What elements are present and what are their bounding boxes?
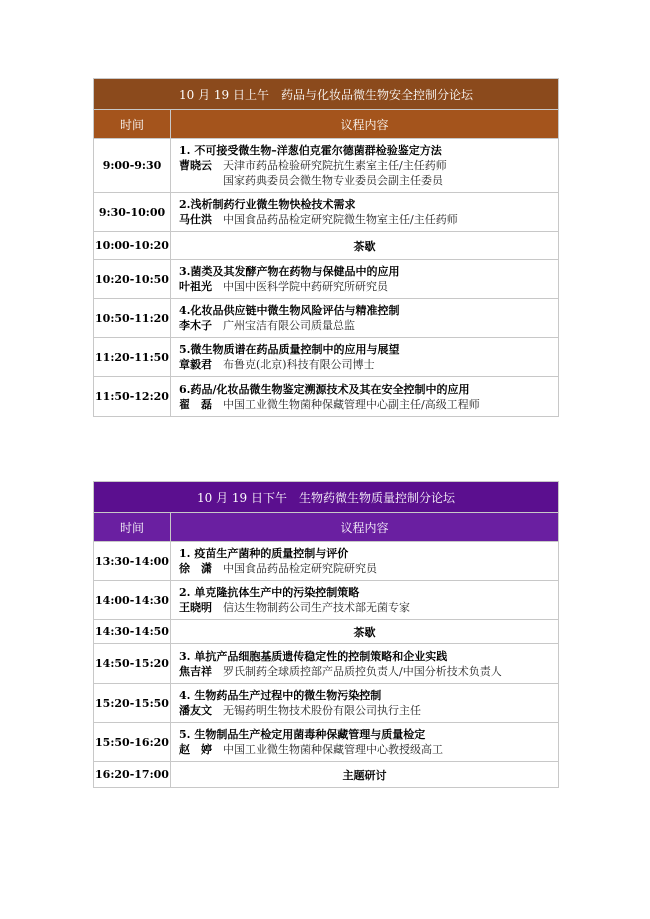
speaker-affiliation: 中国工业微生物菌种保藏管理中心副主任/高级工程师 <box>223 397 480 411</box>
speaker-line <box>179 664 558 679</box>
talk-title: 5. 生物制品生产检定用菌毒种保藏管理与质量检定 <box>179 728 426 741</box>
agenda-row <box>94 644 559 684</box>
content-cell <box>171 299 559 338</box>
talk-title: 3.菌类及其发酵产物在药物与保健品中的应用 <box>179 265 400 278</box>
talk-title: 1. 疫苗生产菌种的质量控制与评价 <box>179 547 349 560</box>
speaker-line <box>179 212 558 227</box>
speaker-name: 曹晓云 <box>179 159 212 172</box>
talk-title: 4. 生物药品生产过程中的微生物污染控制 <box>179 689 382 702</box>
content-cell <box>171 644 559 684</box>
morning-session-title: 10 月 19 日上午 药品与化妆品微生物安全控制分论坛 <box>94 79 559 110</box>
speaker-name: 焦吉祥 <box>179 664 212 678</box>
speaker-affiliation: 布鲁克(北京)科技有限公司博士 <box>223 358 375 371</box>
speaker-line <box>179 279 558 294</box>
morning-header-row <box>94 110 559 139</box>
agenda-row <box>94 542 559 581</box>
content-cell <box>171 338 559 377</box>
speaker-name: 徐 潇 <box>179 562 212 575</box>
speaker-name: 翟 磊 <box>179 397 212 411</box>
speaker-name: 李木子 <box>179 319 212 332</box>
agenda-row <box>94 139 559 193</box>
speaker-line <box>179 742 558 757</box>
agenda-row <box>94 193 559 232</box>
time-cell: 16:20-17:00 <box>94 762 171 788</box>
break-label: 茶歇 <box>171 620 559 644</box>
speaker-name: 赵 婷 <box>179 743 212 756</box>
content-cell <box>171 542 559 581</box>
talk-title: 1. 不可接受微生物–洋葱伯克霍尔德菌群检验鉴定方法 <box>179 144 442 157</box>
time-cell: 10:00-10:20 <box>94 232 171 260</box>
header-time: 时间 <box>94 513 171 542</box>
content-cell <box>171 684 559 723</box>
speaker-name: 王晓明 <box>179 601 212 614</box>
speaker-affiliation: 天津市药品检验研究院抗生素室主任/主任药师 <box>223 159 447 172</box>
speaker-affiliation: 广州宝洁有限公司质量总监 <box>223 319 355 332</box>
speaker-name: 叶祖光 <box>179 280 212 293</box>
time-cell: 11:20-11:50 <box>94 338 171 377</box>
agenda-row <box>94 260 559 299</box>
speaker-line <box>179 397 558 412</box>
agenda-row <box>94 684 559 723</box>
agenda-row <box>94 299 559 338</box>
time-cell: 15:20-15:50 <box>94 684 171 723</box>
afternoon-title-row <box>94 482 559 513</box>
header-time: 时间 <box>94 110 171 139</box>
speaker-affiliation: 信达生物制药公司生产技术部无菌专家 <box>223 601 410 614</box>
content-cell <box>171 581 559 620</box>
agenda-row <box>94 377 559 417</box>
speaker-line <box>179 158 558 173</box>
break-row <box>94 620 559 644</box>
afternoon-session-title: 10 月 19 日下午 生物药微生物质量控制分论坛 <box>94 482 559 513</box>
talk-title: 5.微生物质谱在药品质量控制中的应用与展望 <box>179 343 400 356</box>
time-cell: 11:50-12:20 <box>94 377 171 417</box>
time-cell: 13:30-14:00 <box>94 542 171 581</box>
speaker-name: 章毅君 <box>179 358 212 371</box>
morning-title-row <box>94 79 559 110</box>
talk-title: 2. 单克隆抗体生产中的污染控制策略 <box>179 586 360 599</box>
speaker-name: 马仕洪 <box>179 213 212 226</box>
speaker-line <box>179 703 558 718</box>
content-cell <box>171 377 559 417</box>
afternoon-agenda-table <box>93 481 559 788</box>
break-row <box>94 762 559 788</box>
time-cell: 10:50-11:20 <box>94 299 171 338</box>
speaker-line <box>179 357 558 372</box>
talk-title: 6.药品/化妆品微生物鉴定溯源技术及其在安全控制中的应用 <box>179 382 470 396</box>
header-content: 议程内容 <box>171 513 559 542</box>
time-cell: 10:20-10:50 <box>94 260 171 299</box>
speaker-affiliation: 无锡药明生物技术股份有限公司执行主任 <box>223 704 421 717</box>
talk-title: 4.化妆品供应链中微生物风险评估与精准控制 <box>179 304 400 317</box>
time-cell: 9:30-10:00 <box>94 193 171 232</box>
speaker-name: 潘友文 <box>179 704 212 717</box>
agenda-row <box>94 581 559 620</box>
talk-title: 3. 单抗产品细胞基质遗传稳定性的控制策略和企业实践 <box>179 649 448 663</box>
time-cell: 14:00-14:30 <box>94 581 171 620</box>
morning-agenda-table <box>93 78 559 417</box>
speaker-line <box>179 318 558 333</box>
time-cell: 14:50-15:20 <box>94 644 171 684</box>
header-content: 议程内容 <box>171 110 559 139</box>
speaker-affiliation: 中国食品药品检定研究院微生物室主任/主任药师 <box>223 213 458 226</box>
content-cell <box>171 260 559 299</box>
speaker-affiliation-2: 国家药典委员会微生物专业委员会副主任委员 <box>223 174 443 187</box>
time-cell: 15:50-16:20 <box>94 723 171 762</box>
speaker-affiliation: 中国工业微生物菌种保藏管理中心教授级高工 <box>223 743 443 756</box>
break-row <box>94 232 559 260</box>
agenda-row <box>94 723 559 762</box>
talk-title: 2.浅析制药行业微生物快检技术需求 <box>179 198 356 211</box>
content-cell <box>171 193 559 232</box>
speaker-line <box>179 561 558 576</box>
time-cell: 14:30-14:50 <box>94 620 171 644</box>
agenda-row <box>94 338 559 377</box>
speaker-affiliation: 中国食品药品检定研究院研究员 <box>223 562 377 575</box>
break-label: 茶歇 <box>171 232 559 260</box>
break-label: 主题研讨 <box>171 762 559 788</box>
time-cell: 9:00-9:30 <box>94 139 171 193</box>
afternoon-header-row <box>94 513 559 542</box>
speaker-line <box>179 600 558 615</box>
content-cell <box>171 723 559 762</box>
speaker-affiliation: 罗氏制药全球质控部产品质控负责人/中国分析技术负责人 <box>223 664 502 678</box>
content-cell <box>171 139 559 193</box>
speaker-affiliation: 中国中医科学院中药研究所研究员 <box>223 280 388 293</box>
